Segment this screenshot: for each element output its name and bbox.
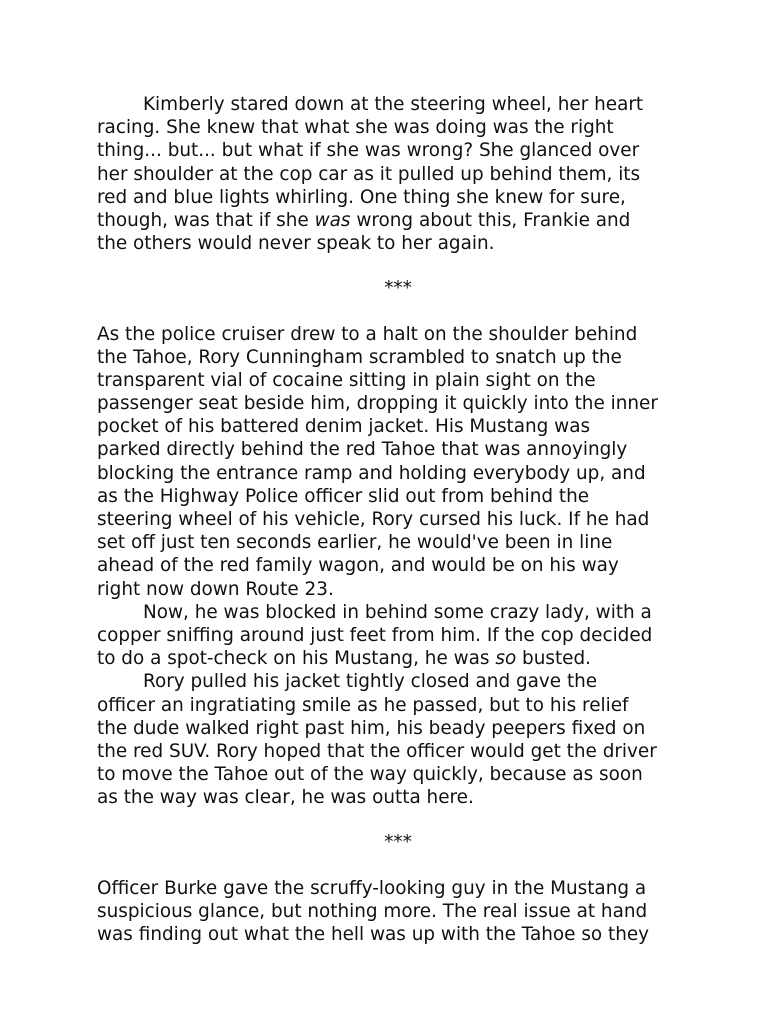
text-line: blocking the entrance ramp and holding everybody up, and: [97, 462, 646, 484]
text-line: as the way was clear, he was outta here.: [97, 787, 474, 809]
text-line: the others would never speak to her again.: [97, 233, 495, 255]
text-segment: busted.: [516, 648, 592, 670]
text-line: right now down Route 23.: [97, 578, 334, 600]
text-line: the Tahoe, Rory Cunningham scrambled to snatch up the: [97, 346, 622, 368]
text-line: Officer Burke gave the scruffy-looking guy in the Mustang a: [97, 877, 647, 899]
text-line: As the police cruiser drew to a halt on the shoulder behind: [97, 323, 638, 345]
text-line: steering wheel of his vehicle, Rory cursed his luck. If he had: [97, 509, 650, 530]
paragraph-kimberly: [97, 93, 677, 255]
paragraph-rory-3: [97, 670, 677, 809]
text-line: was finding out what the hell was up with the Tahoe so they: [97, 924, 650, 945]
text-line: to move the Tahoe out of the way quickly, because as soon: [97, 764, 643, 786]
text-line: parked directly behind the red Tahoe that was annoyingly: [97, 439, 628, 461]
text-line: [97, 647, 677, 670]
text-segment: though, was that if she: [97, 209, 315, 231]
text-line: passenger seat beside him, dropping it quickly into the inner: [97, 393, 658, 415]
paragraph-rory-2: [97, 601, 677, 671]
text-line: pocket of his battered denim jacket. His Mustang was: [97, 416, 591, 438]
text-line: ahead of the red family wagon, and would be on his way: [97, 555, 619, 577]
emphasis-text: was: [314, 209, 351, 231]
text-line: [97, 209, 677, 232]
scene-separator: ***: [384, 832, 412, 854]
text-line: the dude walked right past him, his beady peepers fixed on: [97, 717, 646, 739]
text-line: Rory pulled his jacket tightly closed and gave the: [143, 671, 598, 693]
paragraph-burke: [97, 877, 677, 947]
scene-separator: ***: [384, 278, 412, 300]
document-body: [97, 93, 677, 946]
paragraph-rory-1: [97, 323, 677, 601]
emphasis-text: so: [495, 648, 517, 670]
text-line: as the Highway Police officer slid out from behind the: [97, 485, 590, 507]
text-line: red and blue lights whirling. One thing she knew for sure,: [97, 186, 626, 208]
text-line: her shoulder at the cop car as it pulled up behind them, its: [97, 163, 641, 185]
text-segment: wrong about this, Frankie and: [350, 209, 631, 231]
text-line: set off just ten seconds earlier, he would've been in line: [97, 532, 613, 554]
text-line: suspicious glance, but nothing more. The real issue at hand: [97, 900, 648, 922]
text-line: transparent vial of cocaine sitting in plain sight on the: [97, 369, 596, 391]
text-line: the red SUV. Rory hoped that the officer would get the driver: [97, 740, 657, 762]
text-line: racing. She knew that what she was doing was the right: [97, 117, 614, 139]
text-segment: to do a spot-check on his Mustang, he was: [97, 648, 496, 670]
text-line: Now, he was blocked in behind some crazy lady, with a: [143, 601, 652, 623]
text-line: copper sniffing around just feet from him. If the cop decided: [97, 624, 653, 646]
text-line: thing... but... but what if she was wrong? She glanced over: [97, 140, 640, 162]
text-line: officer an ingratiating smile as he passed, but to his relief: [97, 694, 629, 716]
text-line: Kimberly stared down at the steering wheel, her heart: [143, 94, 644, 115]
